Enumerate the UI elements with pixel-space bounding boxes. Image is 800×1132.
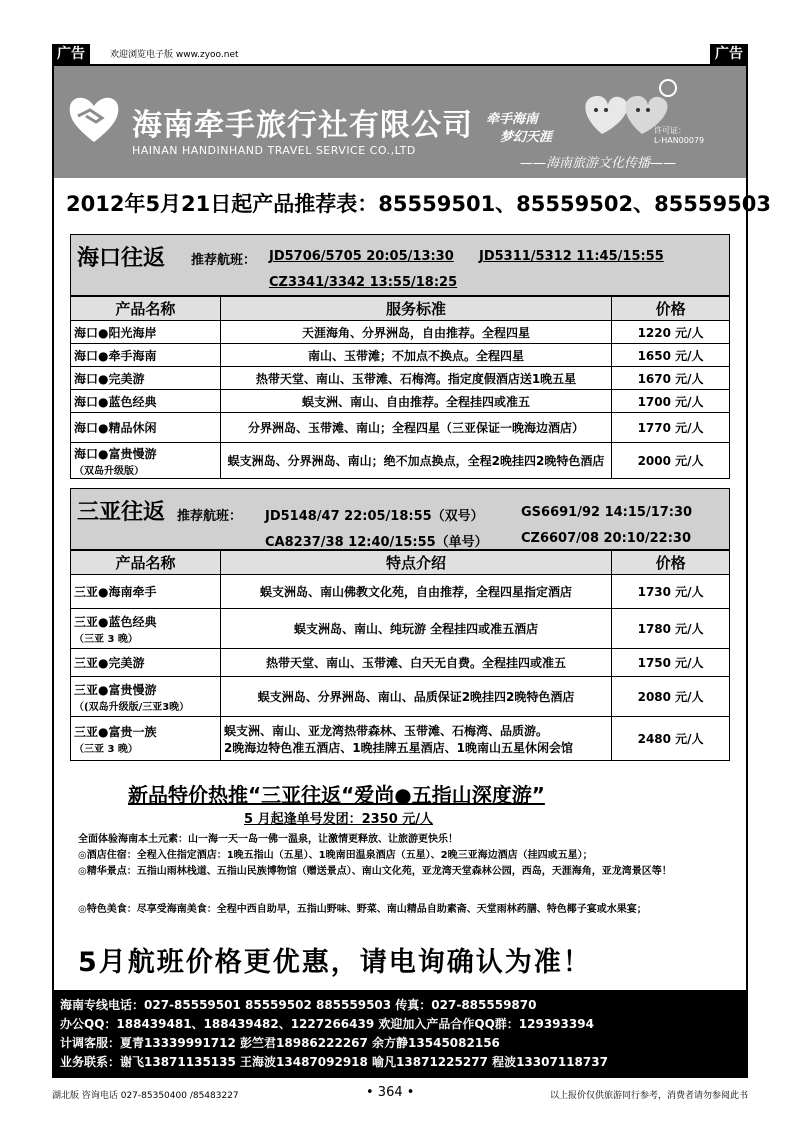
product-name: 三亚●海南牵手 [71,575,221,609]
product-price: 1750 元/人 [612,649,730,677]
product-name: 三亚●完美游 [71,649,221,677]
product-name: 海口●精品休闲 [71,413,221,443]
product-desc: 蜈支洲岛、南山、纯玩游 全程挂四或准五酒店 [220,609,611,649]
col-header-name: 产品名称 [71,551,221,575]
table-row [71,413,730,443]
table-row [71,677,730,717]
product-price: 1650 元/人 [612,344,730,367]
promo-hotel: ◎酒店住宿：全程入住指定酒店：1晚五指山（五星）、1晚南田温泉酒店（五星）、2晚三亚海边酒店（挂四或五星）； [78,850,593,861]
product-name: 海口●牵手海南 [71,344,221,367]
footer-disclaimer: 以上报价仅供旅游同行参考，消费者请勿参阅此书 [549,1091,748,1101]
haikou-title: 海口往返 [77,246,166,271]
top-bar [52,44,748,64]
table-row [71,609,730,649]
product-name: 三亚●蓝色经典 [74,614,157,629]
product-price: 1770 元/人 [612,413,730,443]
product-desc: 分界洲岛、玉带滩、南山；全程四星（三亚保证一晚海边酒店） [220,413,611,443]
product-name-cell [71,443,221,479]
haikou-flight-1: JD5706/5705 20:05/13:30 [269,249,454,264]
welcome-text: 欢迎浏览电子版 www.zyoo.net [110,50,239,60]
product-price: 1670 元/人 [612,367,730,390]
sanya-table [70,550,730,761]
company-name-en: HAINAN HANDINHAND TRAVEL SERVICE CO.,LTD [132,144,416,157]
product-desc: 热带天堂、南山、玉带滩、白天无自费。全程挂四或准五 [220,649,611,677]
product-desc: 蜈支洲、南山、自由推荐。全程挂四或准五 [220,390,611,413]
haikou-flight-2: JD5311/5312 11:45/15:55 [479,249,664,264]
product-price: 2000 元/人 [612,443,730,479]
product-headline: 2012年5月21日起产品推荐表：85559501、85559502、85559503 [66,192,771,216]
product-desc: 热带天堂、南山、玉带滩、石梅湾。指定度假酒店送1晚五星 [220,367,611,390]
col-header-feature: 特点介绍 [220,551,611,575]
sanya-flight-3: CA8237/38 12:40/15:55（单号） [265,535,488,550]
product-name: 海口●完美游 [71,367,221,390]
product-price: 1730 元/人 [612,575,730,609]
contact-business: 业务联系：谢飞13871135135 王海波13487092918 喻凡13871225277 程波13307118737 [60,1055,608,1069]
product-price: 2480 元/人 [612,717,730,761]
sanya-flight-label: 推荐航班： [177,509,243,524]
table-row [71,443,730,479]
sanya-flight-2: GS6691/92 14:15/17:30 [521,505,693,520]
sanya-section-header [70,488,730,550]
col-header-service: 服务标准 [220,297,611,321]
slogan-line1: 牵手海南 [486,112,539,127]
product-price: 2080 元/人 [612,677,730,717]
license [654,126,704,146]
tagline: ——海南旅游文化传播—— [520,156,677,171]
product-name: 三亚●富贵慢游 [74,682,157,697]
promo-spots: ◎精华景点：五指山雨林栈道、五指山民族博物馆（赠送景点）、南山文化苑，亚龙湾天堂森林公园，西岛，天涯海角，亚龙湾景区等！ [78,866,672,877]
promo-food: ◎特色美食：尽享受海南美食：全程中西自助早，五指山野味、野菜、南山精品自助素斋、天堂雨林药膳、特色椰子宴或水果宴； [78,904,647,915]
contact-phone: 海南专线电话：027-85559501 85559502 885559503 传真：027-885559870 [60,998,537,1012]
product-subtitle: （三亚 3 晚） [74,743,138,755]
product-subtitle: （三亚 3 晚） [74,633,138,645]
page-footer [52,1085,748,1103]
promo-date: 5 月起逢单号发团：2350 元/人 [244,812,434,827]
footer-edition: 湖北版 咨询电话 027-85350400 /85483227 [52,1091,239,1101]
product-desc: 蜈支洲岛、南山佛教文化苑，自由推荐，全程四星指定酒店 [220,575,611,609]
page-number: • 364 • [366,1085,415,1100]
product-desc: 蜈支洲岛、分界洲岛、南山、品质保证2晚挂四2晚特色酒店 [220,677,611,717]
contact-qq: 办公QQ：188439481、188439482、1227266439 欢迎加入产品合作QQ群：129393394 [60,1017,594,1031]
product-subtitle: （双岛升级版） [74,465,144,477]
table-row [71,649,730,677]
table-header-row [71,551,730,575]
ad-frame [52,64,771,1078]
product-name: 海口●蓝色经典 [71,390,221,413]
ad-label-left: 广告 [52,44,90,64]
product-name: 海口●富贵慢游 [74,446,157,461]
haikou-table [70,296,730,479]
product-name-cell [71,609,221,649]
contact-block [54,990,746,1076]
haikou-flight-3: CZ3341/3342 13:55/18:25 [269,275,458,290]
license-label: 许可证： [654,126,686,135]
product-price: 1220 元/人 [612,321,730,344]
company-name-cn: 海南牵手旅行社有限公司 [132,108,473,143]
haikou-flight-label: 推荐航班： [191,253,257,268]
col-header-price: 价格 [612,297,730,321]
product-name-cell [71,677,221,717]
promo-intro: 全面体验海南本土元素：山一海一天一岛一佛一温泉，让激情更释放、让旅游更快乐！ [78,834,458,845]
table-row [71,575,730,609]
product-desc-line2: 2晚海边特色准五酒店、1晚挂牌五星酒店、1晚南山五星休闲会馆 [223,740,573,755]
product-subtitle: （(双岛升级版/三亚3晚） [74,701,190,713]
col-header-price: 价格 [612,551,730,575]
product-desc-cell [220,717,611,761]
ad-label-right: 广告 [710,44,748,64]
product-name: 海口●阳光海岸 [71,321,221,344]
table-header-row [71,297,730,321]
product-name-cell [71,717,221,761]
sanya-flight-1: JD5148/47 22:05/18:55（双号） [265,509,484,524]
license-number: L-HAN00079 [654,136,705,145]
company-banner [54,66,746,178]
product-desc: 天涯海角、分界洲岛，自由推荐。全程四星 [220,321,611,344]
sanya-flight-4: CZ6607/08 20:10/22:30 [521,531,692,546]
handshake-heart-icon [66,92,122,146]
product-desc: 南山、玉带滩；不加点不换点。全程四星 [220,344,611,367]
haikou-section-header [70,234,730,296]
product-name: 三亚●富贵一族 [74,724,157,739]
product-price: 1700 元/人 [612,390,730,413]
table-row [71,367,730,390]
product-price: 1780 元/人 [612,609,730,649]
table-row [71,344,730,367]
slogan-line2: 梦幻天涯 [500,130,553,145]
contact-service: 计调客服：夏青13339991712 彭竺君18986222267 余方静13545082156 [60,1036,500,1050]
product-desc: 蜈支洲、南山、亚龙湾热带森林、玉带滩、石梅湾、品质游。 [223,723,548,738]
col-header-name: 产品名称 [71,297,221,321]
table-row [71,321,730,344]
product-desc: 蜈支洲岛、分界洲岛、南山；绝不加点换点，全程2晚挂四2晚特色酒店 [220,443,611,479]
promo-title: 新品特价热推“三亚往返“爱尚●五指山深度游” [128,783,545,807]
sanya-title: 三亚往返 [77,500,166,525]
table-row [71,717,730,761]
table-row [71,390,730,413]
price-notice: 5月航班价格更优惠，请电询确认为准！ [78,947,592,978]
